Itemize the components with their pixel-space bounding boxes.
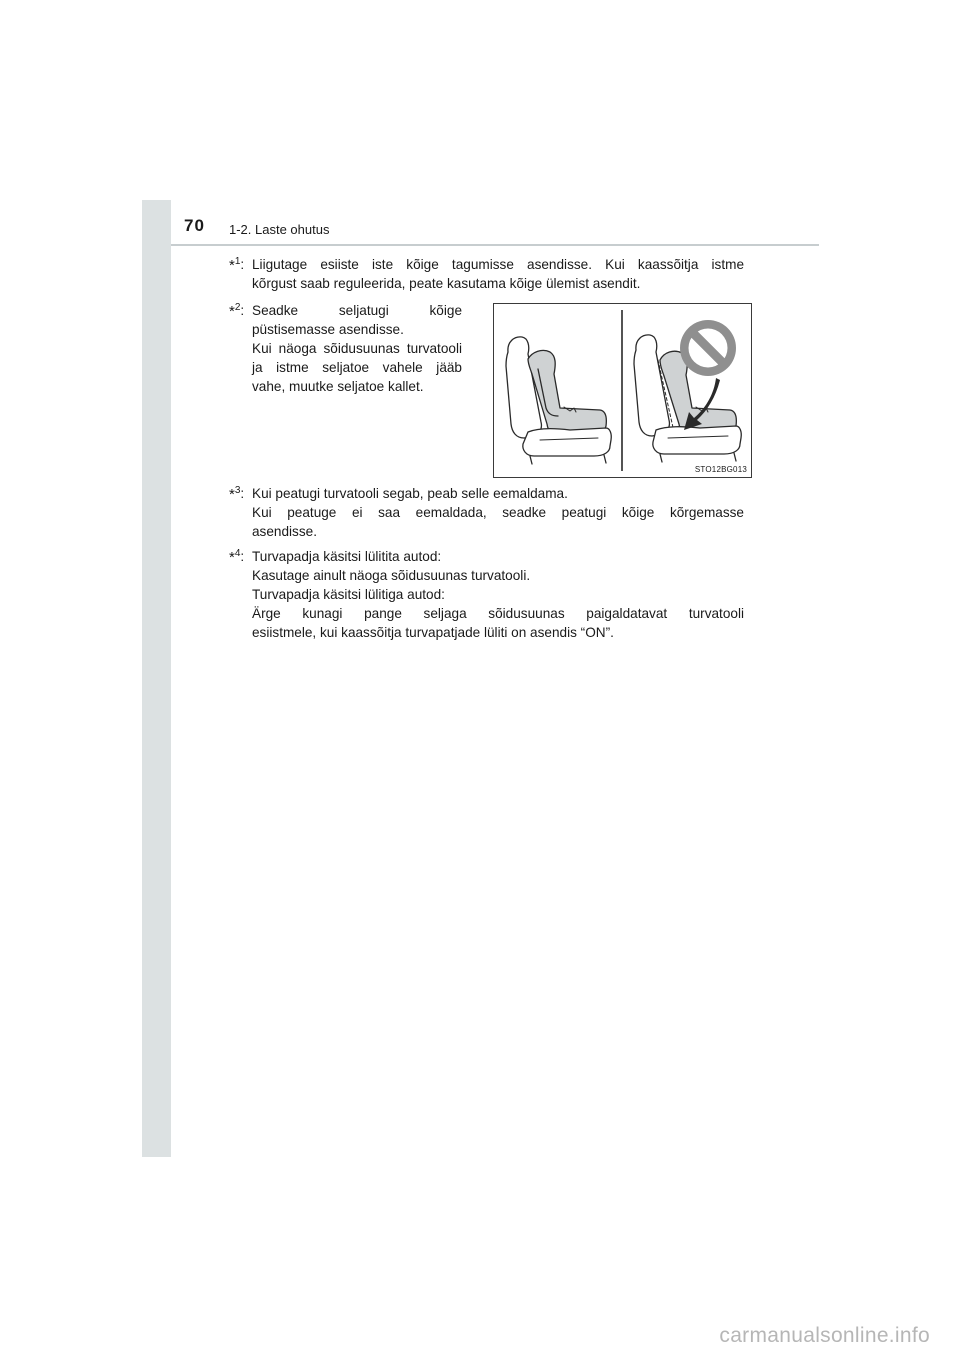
footnote-marker: *$^2$: <box>229 302 245 320</box>
footnote-marker: *$^3$: <box>229 485 245 503</box>
header-divider <box>171 244 819 246</box>
page-number: 70 <box>184 216 205 235</box>
side-tab <box>142 200 171 1157</box>
prohibition-sign-icon <box>680 320 736 376</box>
section-title: 1-2. Laste ohutus <box>229 222 330 237</box>
seat-drawing <box>494 304 751 477</box>
seat-illustration <box>493 303 752 478</box>
watermark: carmanualsonline.info <box>719 1324 930 1347</box>
footnote-marker: *$^4$: <box>229 548 245 566</box>
figure-code: STO12BG013 <box>694 465 747 474</box>
footnote-marker: *$^1$: <box>229 256 245 274</box>
seat-upright <box>506 337 611 464</box>
